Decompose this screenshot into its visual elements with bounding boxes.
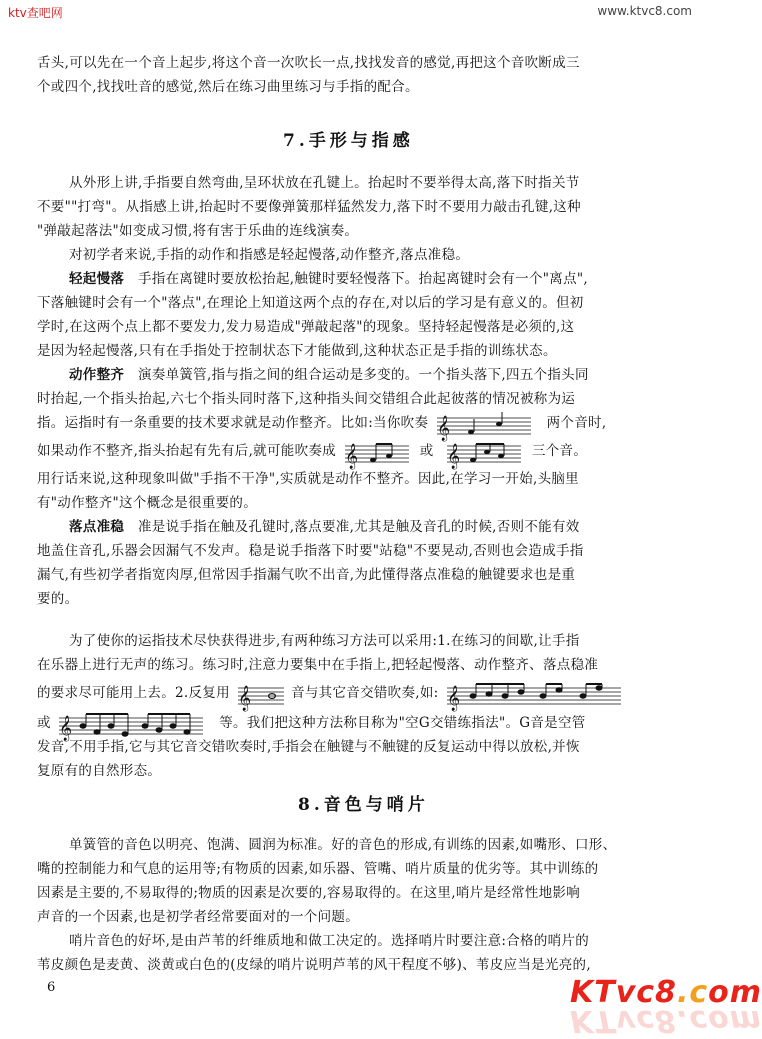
logo-text: .c: [676, 975, 709, 1010]
text-segment: 手指在离键时要放松抬起,触键时要轻慢落下。抬起离键时会有一个"离点",: [137, 271, 588, 287]
text-line: 下落触键时会有一个"落点",在理论上知道这两个点的存在,对以后的学习是有意义的。但初: [37, 295, 584, 311]
svg-text:𝄞: 𝄞: [436, 415, 451, 441]
text-line: 用行话来说,这种现象叫做"手指不干净",实质就是动作不整齐。因此,在学习一开始,头脑里: [37, 471, 579, 487]
text-line: 单簧管的音色以明亮、饱满、圆润为标准。好的音色的形成,有训练的因素,如嘴形、口形、: [69, 837, 617, 853]
text-line: 声音的一个因素,也是初学者经常要面对的一个问题。: [37, 909, 359, 925]
watermark-right: www.ktvc8.com: [597, 4, 692, 18]
text-segment: 或: [419, 443, 434, 459]
text-line: "弹敲起落法"如变成习惯,将有害于乐曲的连线演奏。: [37, 223, 359, 239]
paragraph-line: [37, 410, 607, 441]
svg-text:𝄞: 𝄞: [344, 443, 358, 469]
term-landing-accuracy: 落点准稳: [69, 519, 125, 535]
music-notation-example: [433, 411, 533, 441]
text-line: 个或四个,找找吐音的感觉,然后在练习曲里练习与手指的配合。: [37, 79, 419, 95]
text-segment: 准是说手指在触及孔键时,落点要准,尤其是触及音孔的时候,否则不能有效: [137, 519, 580, 535]
paragraph-line: [69, 270, 588, 288]
music-notation-example: [55, 711, 205, 741]
text-line: 舌头,可以先在一个音上起步,将这个音一次吹长一点,找找发音的感觉,再把这个音吹断成三: [37, 55, 580, 71]
text-line: 对初学者来说,手指的动作和指感是轻起慢落,动作整齐,落点准稳。: [69, 247, 470, 263]
text-line: 从外形上讲,手指要自然弯曲,呈环状放在孔键上。抬起时不要举得太高,落下时指关节: [69, 175, 580, 191]
term-movement-unity: 动作整齐: [69, 367, 125, 383]
svg-text:𝄞: 𝄞: [446, 443, 461, 469]
music-notation-example: [443, 681, 623, 711]
music-notation-example: [443, 439, 523, 469]
text-line: 地盖住音孔,乐器会因漏气不发声。稳是说手指落下时要"站稳"不要晃动,否则也会造成手指: [37, 543, 584, 559]
text-line: 有"动作整齐"这个概念是很重要的。: [37, 495, 258, 511]
term-light-up-slow-down: 轻起慢落: [69, 271, 125, 287]
paragraph-line: [69, 518, 580, 536]
site-logo-reflection: KTvc8.com: [570, 1003, 762, 1038]
logo-text: KTvc8: [570, 975, 677, 1010]
text-line: 学时,在这两个点上都不要发力,发力易造成"弹敲起落"的现象。坚持轻起慢落是必须的,这: [37, 319, 575, 335]
text-line: 要的。: [37, 591, 79, 607]
paragraph-line: [37, 438, 588, 469]
text-line: 不要""打弯"。从指感上讲,抬起时不要像弹簧那样猛然发力,落下时不要用力敲击孔键,这种: [37, 199, 581, 215]
section-heading-7: 7.手形与指感: [283, 131, 414, 151]
text-line: 为了使你的运指技术尽快获得进步,有两种练习方法可以采用:1.在练习的间歇,让手指: [69, 633, 580, 649]
text-segment: 的要求尽可能用上去。2.反复用: [37, 685, 230, 701]
text-segment: 音与其它音交错吹奏,如:: [291, 685, 439, 701]
text-segment: 三个音。: [531, 443, 588, 459]
paragraph-line: [69, 366, 589, 384]
paragraph-line: [37, 710, 586, 741]
text-line: 是因为轻起慢落,只有在手指处于控制状态下才能做到,这种状态正是手指的训练状态。: [37, 343, 557, 359]
text-segment: 等。我们把这种方法称目称为"空G交错练指法"。G音是空管: [219, 715, 586, 731]
page-number: 6: [47, 980, 56, 995]
text-segment: 如果动作不整齐,指头抬起有先有后,就可能吹奏成: [37, 443, 336, 459]
logo-text: om: [708, 975, 762, 1010]
svg-text:𝄞: 𝄞: [59, 715, 73, 741]
text-line: 漏气,有些初学者指宽肉厚,但常因手指漏气吹不出音,为此懂得落点准稳的触键要求也是重: [37, 567, 576, 583]
text-line: 复原有的自然形态。: [37, 763, 162, 779]
text-line: 在乐器上进行无声的练习。练习时,注意力要集中在手指上,把轻起慢落、动作整齐、落点稳准: [37, 657, 599, 673]
music-notation-example: [234, 681, 286, 711]
text-line: 因素是主要的,不易取得的;物质的因素是次要的,容易取得的。在这里,哨片是经常性地影响: [37, 885, 581, 901]
text-line: 哨片音色的好坏,是由芦苇的纤维质地和做工决定的。选择哨片时要注意:合格的哨片的: [69, 933, 590, 949]
watermark-left: ktv查吧网: [8, 6, 63, 20]
svg-text:𝄞: 𝄞: [238, 685, 252, 711]
music-notation-example: [341, 439, 411, 469]
text-segment: 演奏单簧管,指与指之间的组合运动是多变的。一个指头落下,四五个指头同: [137, 367, 589, 383]
svg-text:𝄞: 𝄞: [447, 685, 461, 711]
section-heading-8: 8.音色与哨片: [298, 795, 429, 815]
text-segment: 指。运指时有一条重要的技术要求就是动作整齐。比如:当你吹奏: [37, 415, 429, 431]
text-line: 苇皮颜色是麦黄、淡黄或白色的(皮绿的哨片说明芦苇的风干程度不够)、苇皮应当是光亮的,: [37, 957, 591, 973]
text-line: 发音,不用手指,它与其它音交错吹奏时,手指会在触键与不触键的反复运动中得以放松,并恢: [37, 739, 580, 755]
paragraph-line: [37, 680, 623, 711]
text-segment: 或: [37, 715, 51, 731]
text-line: 嘴的控制能力和气息的运用等;有物质的因素,如乐器、管嘴、哨片质量的优劣等。其中训练的: [37, 861, 599, 877]
text-line: 时抬起,一个指头抬起,六七个指头同时落下,这种指头间交错组合此起彼落的情况被称为运: [37, 391, 576, 407]
text-segment: 两个音时,: [546, 415, 607, 431]
